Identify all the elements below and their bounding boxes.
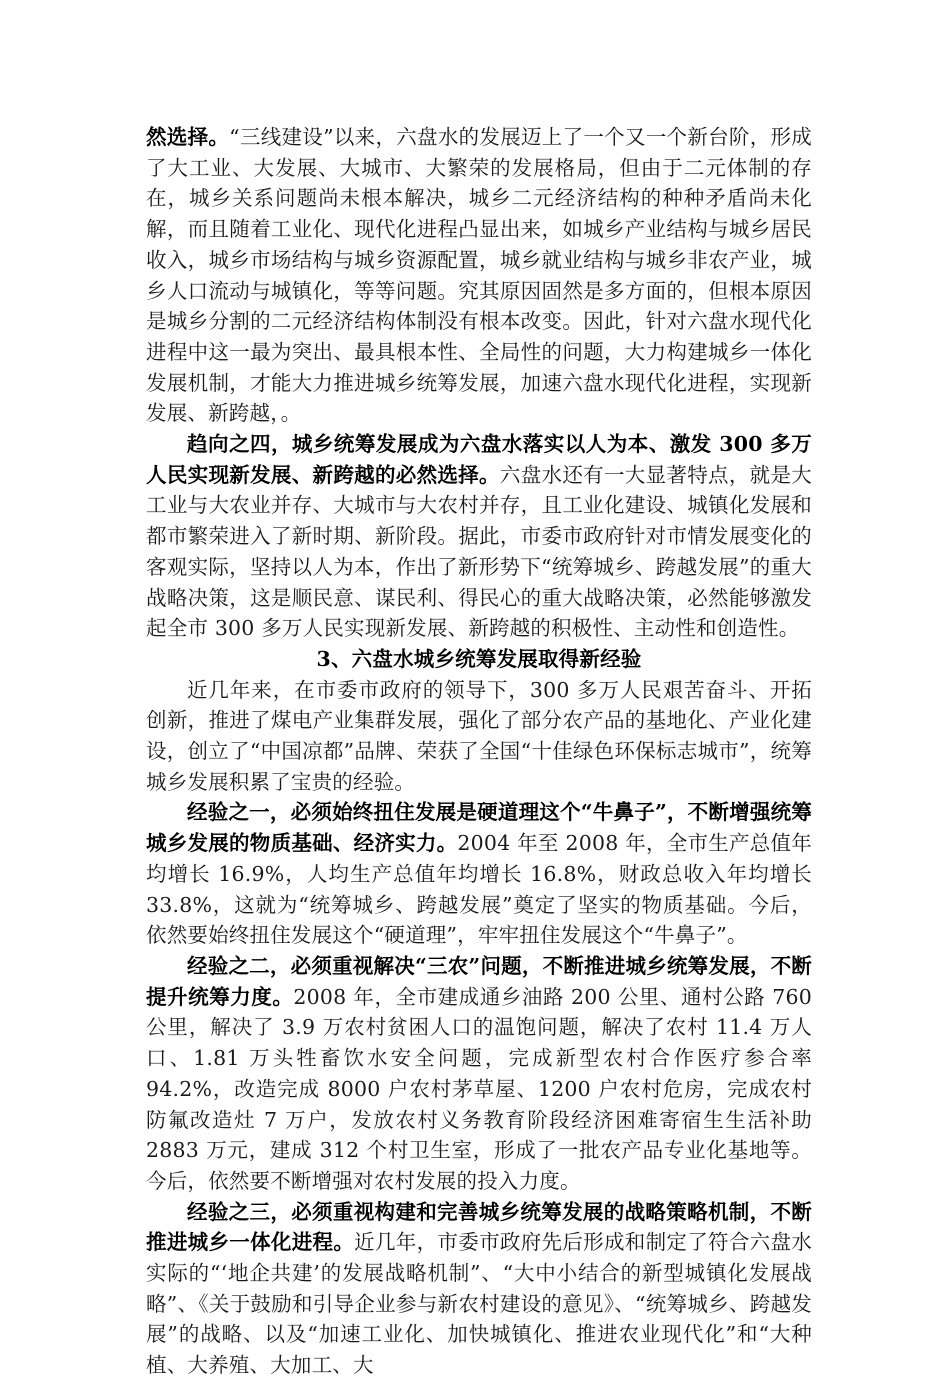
paragraph-2-bold: 趋向之四，城乡统筹发展成为六盘水落实以人为本、激发 300 多万人民实现新发展、新跨越的必然选择。 [146, 432, 812, 487]
paragraph-5-bold: 经验之二，必须重视解决“三农”问题，不断推进城乡统筹发展，不断提升统筹力度。 [146, 953, 812, 1009]
paragraph-6 [146, 1197, 812, 1381]
paragraph-4-bold: 经验之一，必须始终扭住发展是硬道理这个“牛鼻子”，不断增强统筹城乡发展的物质基础、经济实力。 [146, 800, 812, 856]
paragraph-6-bold: 经验之三，必须重视构建和完善城乡统筹发展的战略策略机制，不断推进城乡一体化进程。 [146, 1199, 812, 1255]
paragraph-1 [146, 122, 812, 429]
document-page [146, 122, 812, 1381]
paragraph-5 [146, 951, 812, 1197]
paragraph-4-text: 2004 年至 2008 年，全市生产总值年均增长 16.9%，人均生产总值年均增长 16.8%，财政总收入年均增长 33.8%，这就为“统筹城乡、跨越发展”奠定了坚实的物质基础。今后，依然要始终扭住发展这个“硬道理”，牢牢扭住发展这个“牛鼻子”。 [146, 831, 813, 948]
section-heading-text: 3、六盘水城乡统筹发展取得新经验 [316, 646, 642, 671]
paragraph-5-text: 2008 年，全市建成通乡油路 200 公里、通村公路 760 公里，解决了 3.9 万农村贫困人口的温饱问题，解决了农村 11.4 万人口、1.81 万头牲畜饮水安全问题，完成新型农村合作医疗参合率 94.2%，改造完成 8000 户农村茅草屋、1200 户农村危房，完成农村防氟改造灶 7 万户，发放农村义务教育阶段经济困难寄宿生生活补助 2883 万元，建成 312 个村卫生室，形成了一批农产品专业化基地等。今后，依然要不断增强对农村发展的投入力度。 [146, 984, 812, 1193]
paragraph-2-text: 六盘水还有一大显著特点，就是大工业与大农业并存、大城市与大农村并存，且工业化建设、城镇化发展和都市繁荣进入了新时期、新阶段。据此，市委市政府针对市情发展变化的客观实际，坚持以人为本，作出了新形势下“统筹城乡、跨越发展”的重大战略决策，这是顺民意、谋民利、得民心的重大战略决策，必然能够激发起全市 300 多万人民实现新发展、新跨越的积极性、主动性和创造性。 [146, 462, 812, 641]
paragraph-3-text: 近几年来，在市委市政府的领导下，300 多万人民艰苦奋斗、开拓创新，推进了煤电产业集群发展，强化了部分农产品的基地化、产业化建设，创立了“中国凉都”品牌、荣获了全国“十佳绿色环保标志城市”，统筹城乡发展积累了宝贵的经验。 [146, 677, 812, 794]
section-heading [146, 644, 812, 675]
paragraph-6-text: 近几年，市委市政府先后形成和制定了符合六盘水实际的“‘地企共建’的发展战略机制”、“大中小结合的新型城镇化发展战略”、《关于鼓励和引导企业参与新农村建设的意见》、“统筹城乡、跨越发展”的战略、以及“加速工业化、加快城镇化、推进农业现代化”和“大种植、大养殖、大加工、大 [146, 1230, 813, 1378]
paragraph-1-bold: 然选择。 [146, 125, 230, 149]
paragraph-3 [146, 675, 812, 798]
paragraph-4 [146, 797, 812, 951]
paragraph-1-text: “三线建设”以来，六盘水的发展迈上了一个又一个新台阶，形成了大工业、大发展、大城市、大繁荣的发展格局，但由于二元体制的存在，城乡关系问题尚未根本解决，城乡二元经济结构的种种矛盾尚未化解，而且随着工业化、现代化进程凸显出来，如城乡产业结构与城乡居民收入，城乡市场结构与城乡资源配置，城乡就业结构与城乡非农产业，城乡人口流动与城镇化，等等问题。究其原因固然是多方面的，但根本原因是城乡分割的二元经济结构体制没有根本改变。因此，针对六盘水现代化进程中这一最为突出、最具根本性、全局性的问题，大力构建城乡一体化发展机制，才能大力推进城乡统筹发展，加速六盘水现代化进程，实现新发展、新跨越，。 [146, 125, 812, 426]
paragraph-2 [146, 429, 812, 644]
